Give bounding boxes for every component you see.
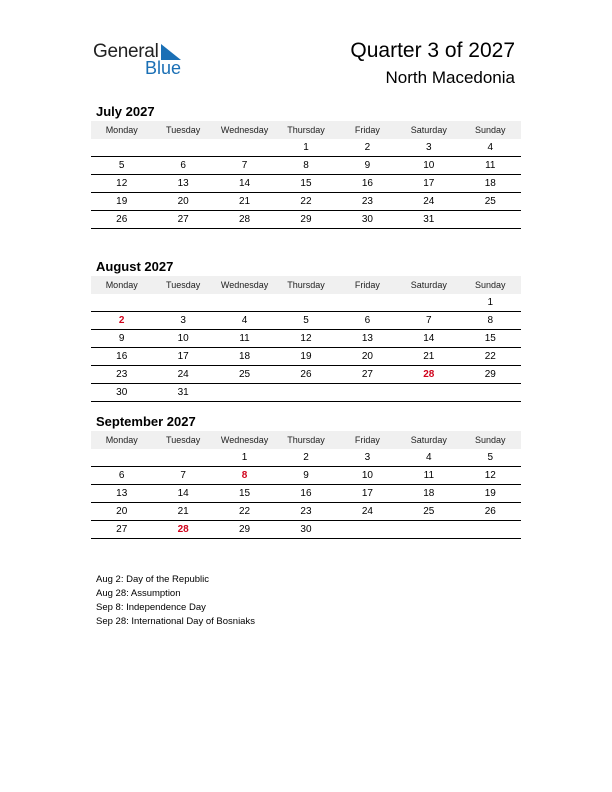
day-cell: 19	[91, 193, 152, 211]
day-cell: 15	[275, 175, 336, 193]
day-cell: 12	[275, 330, 336, 348]
day-cell: 3	[337, 449, 398, 467]
day-cell: 3	[398, 139, 459, 157]
day-cell: 15	[460, 330, 521, 348]
day-cell: 2	[275, 449, 336, 467]
week-row	[91, 503, 521, 521]
day-cell: 21	[214, 193, 275, 211]
day-cell: 21	[398, 348, 459, 366]
day-cell: 12	[460, 467, 521, 485]
day-cell: 9	[275, 467, 336, 485]
day-cell	[275, 384, 336, 402]
weekday-header: Friday	[337, 276, 398, 294]
country-name: North Macedonia	[385, 68, 515, 87]
day-cell: 6	[152, 157, 213, 175]
day-cell: 24	[398, 193, 459, 211]
weekday-header: Wednesday	[214, 121, 275, 139]
week-row	[91, 139, 521, 157]
weekday-header: Thursday	[275, 431, 336, 449]
day-cell: 25	[214, 366, 275, 384]
day-cell	[337, 384, 398, 402]
month-title: August 2027	[96, 259, 174, 274]
day-cell: 2	[337, 139, 398, 157]
day-cell: 17	[398, 175, 459, 193]
day-cell: 26	[91, 211, 152, 229]
day-cell: 17	[337, 485, 398, 503]
day-cell: 31	[152, 384, 213, 402]
day-cell: 7	[152, 467, 213, 485]
day-cell: 11	[214, 330, 275, 348]
weekday-header: Tuesday	[152, 121, 213, 139]
day-cell: 31	[398, 211, 459, 229]
week-row	[91, 157, 521, 175]
day-cell: 10	[152, 330, 213, 348]
day-cell: 30	[91, 384, 152, 402]
day-cell	[91, 139, 152, 157]
weekday-header: Tuesday	[152, 276, 213, 294]
week-row	[91, 330, 521, 348]
day-cell	[152, 449, 213, 467]
day-cell: 10	[337, 467, 398, 485]
day-cell: 16	[91, 348, 152, 366]
weekday-header: Saturday	[398, 276, 459, 294]
day-cell: 19	[460, 485, 521, 503]
day-cell: 7	[214, 157, 275, 175]
day-cell: 4	[460, 139, 521, 157]
day-cell: 8	[460, 312, 521, 330]
weekday-header: Monday	[91, 431, 152, 449]
day-cell: 19	[275, 348, 336, 366]
day-cell: 12	[91, 175, 152, 193]
week-row	[91, 211, 521, 229]
week-row	[91, 294, 521, 312]
day-cell	[398, 521, 459, 539]
day-cell: 4	[398, 449, 459, 467]
day-cell: 4	[214, 312, 275, 330]
day-cell: 22	[460, 348, 521, 366]
day-cell: 28	[214, 211, 275, 229]
day-cell	[214, 139, 275, 157]
day-cell: 9	[91, 330, 152, 348]
day-cell: 26	[460, 503, 521, 521]
day-cell: 27	[91, 521, 152, 539]
day-cell: 5	[91, 157, 152, 175]
calendar-table	[91, 121, 521, 229]
day-cell	[337, 521, 398, 539]
day-cell: 23	[91, 366, 152, 384]
day-cell: 6	[91, 467, 152, 485]
day-cell	[337, 294, 398, 312]
week-row	[91, 485, 521, 503]
day-cell	[152, 139, 213, 157]
day-cell: 10	[398, 157, 459, 175]
day-cell: 18	[398, 485, 459, 503]
weekday-header: Wednesday	[214, 431, 275, 449]
weekday-header: Thursday	[275, 121, 336, 139]
calendar-table	[91, 276, 521, 402]
day-cell: 8	[275, 157, 336, 175]
day-cell	[460, 211, 521, 229]
day-cell: 16	[337, 175, 398, 193]
holiday-note: Sep 8: Independence Day	[96, 602, 206, 613]
day-cell: 14	[398, 330, 459, 348]
weekday-header: Sunday	[460, 431, 521, 449]
day-cell: 1	[275, 139, 336, 157]
week-row	[91, 449, 521, 467]
week-row	[91, 312, 521, 330]
day-cell: 25	[460, 193, 521, 211]
day-cell: 2	[91, 312, 152, 330]
day-cell: 29	[214, 521, 275, 539]
day-cell: 18	[214, 348, 275, 366]
day-cell: 28	[152, 521, 213, 539]
day-cell: 20	[152, 193, 213, 211]
holiday-note: Aug 28: Assumption	[96, 588, 181, 599]
generalblue-logo	[93, 41, 193, 81]
day-cell: 29	[275, 211, 336, 229]
day-cell: 23	[275, 503, 336, 521]
week-row	[91, 384, 521, 402]
day-cell: 1	[214, 449, 275, 467]
month-july	[91, 103, 521, 229]
day-cell	[91, 449, 152, 467]
weekday-header: Saturday	[398, 121, 459, 139]
day-cell: 23	[337, 193, 398, 211]
day-cell: 15	[214, 485, 275, 503]
day-cell: 5	[275, 312, 336, 330]
day-cell: 13	[337, 330, 398, 348]
day-cell	[214, 384, 275, 402]
weekday-header: Friday	[337, 121, 398, 139]
day-cell	[460, 521, 521, 539]
day-cell	[91, 294, 152, 312]
month-title: July 2027	[96, 104, 155, 119]
holiday-note: Sep 28: International Day of Bosniaks	[96, 616, 255, 627]
week-row	[91, 193, 521, 211]
holiday-note: Aug 2: Day of the Republic	[96, 574, 210, 585]
day-cell: 1	[460, 294, 521, 312]
week-row	[91, 366, 521, 384]
day-cell: 25	[398, 503, 459, 521]
weekday-header: Friday	[337, 431, 398, 449]
day-cell: 5	[460, 449, 521, 467]
day-cell: 8	[214, 467, 275, 485]
weekday-header: Sunday	[460, 121, 521, 139]
week-row	[91, 175, 521, 193]
weekday-header: Tuesday	[152, 431, 213, 449]
month-title: September 2027	[96, 414, 196, 429]
month-august	[91, 258, 521, 402]
day-cell: 13	[91, 485, 152, 503]
page-header	[350, 38, 515, 90]
day-cell: 28	[398, 366, 459, 384]
day-cell: 6	[337, 312, 398, 330]
day-cell: 29	[460, 366, 521, 384]
day-cell	[398, 294, 459, 312]
weekday-header: Thursday	[275, 276, 336, 294]
week-row	[91, 348, 521, 366]
logo-text-blue: Blue	[145, 58, 182, 78]
calendar-table	[91, 431, 521, 539]
weekday-header: Wednesday	[214, 276, 275, 294]
weekday-header: Monday	[91, 121, 152, 139]
month-september	[91, 413, 521, 539]
day-cell: 14	[214, 175, 275, 193]
day-cell: 14	[152, 485, 213, 503]
day-cell: 24	[152, 366, 213, 384]
day-cell: 3	[152, 312, 213, 330]
day-cell	[398, 384, 459, 402]
day-cell	[460, 384, 521, 402]
day-cell	[275, 294, 336, 312]
day-cell: 27	[152, 211, 213, 229]
logo-text-general: General	[93, 41, 159, 62]
day-cell: 18	[460, 175, 521, 193]
day-cell: 7	[398, 312, 459, 330]
day-cell: 16	[275, 485, 336, 503]
weekday-header: Monday	[91, 276, 152, 294]
day-cell: 20	[337, 348, 398, 366]
day-cell: 13	[152, 175, 213, 193]
day-cell	[152, 294, 213, 312]
page-title: Quarter 3 of 2027	[350, 39, 515, 62]
weekday-header: Saturday	[398, 431, 459, 449]
day-cell: 30	[337, 211, 398, 229]
holiday-notes	[96, 573, 255, 629]
day-cell: 11	[460, 157, 521, 175]
day-cell: 9	[337, 157, 398, 175]
day-cell: 11	[398, 467, 459, 485]
day-cell: 17	[152, 348, 213, 366]
week-row	[91, 521, 521, 539]
day-cell: 24	[337, 503, 398, 521]
day-cell: 22	[275, 193, 336, 211]
day-cell: 20	[91, 503, 152, 521]
day-cell: 30	[275, 521, 336, 539]
day-cell: 21	[152, 503, 213, 521]
day-cell	[214, 294, 275, 312]
day-cell: 22	[214, 503, 275, 521]
day-cell: 27	[337, 366, 398, 384]
day-cell: 26	[275, 366, 336, 384]
weekday-header: Sunday	[460, 276, 521, 294]
week-row	[91, 467, 521, 485]
